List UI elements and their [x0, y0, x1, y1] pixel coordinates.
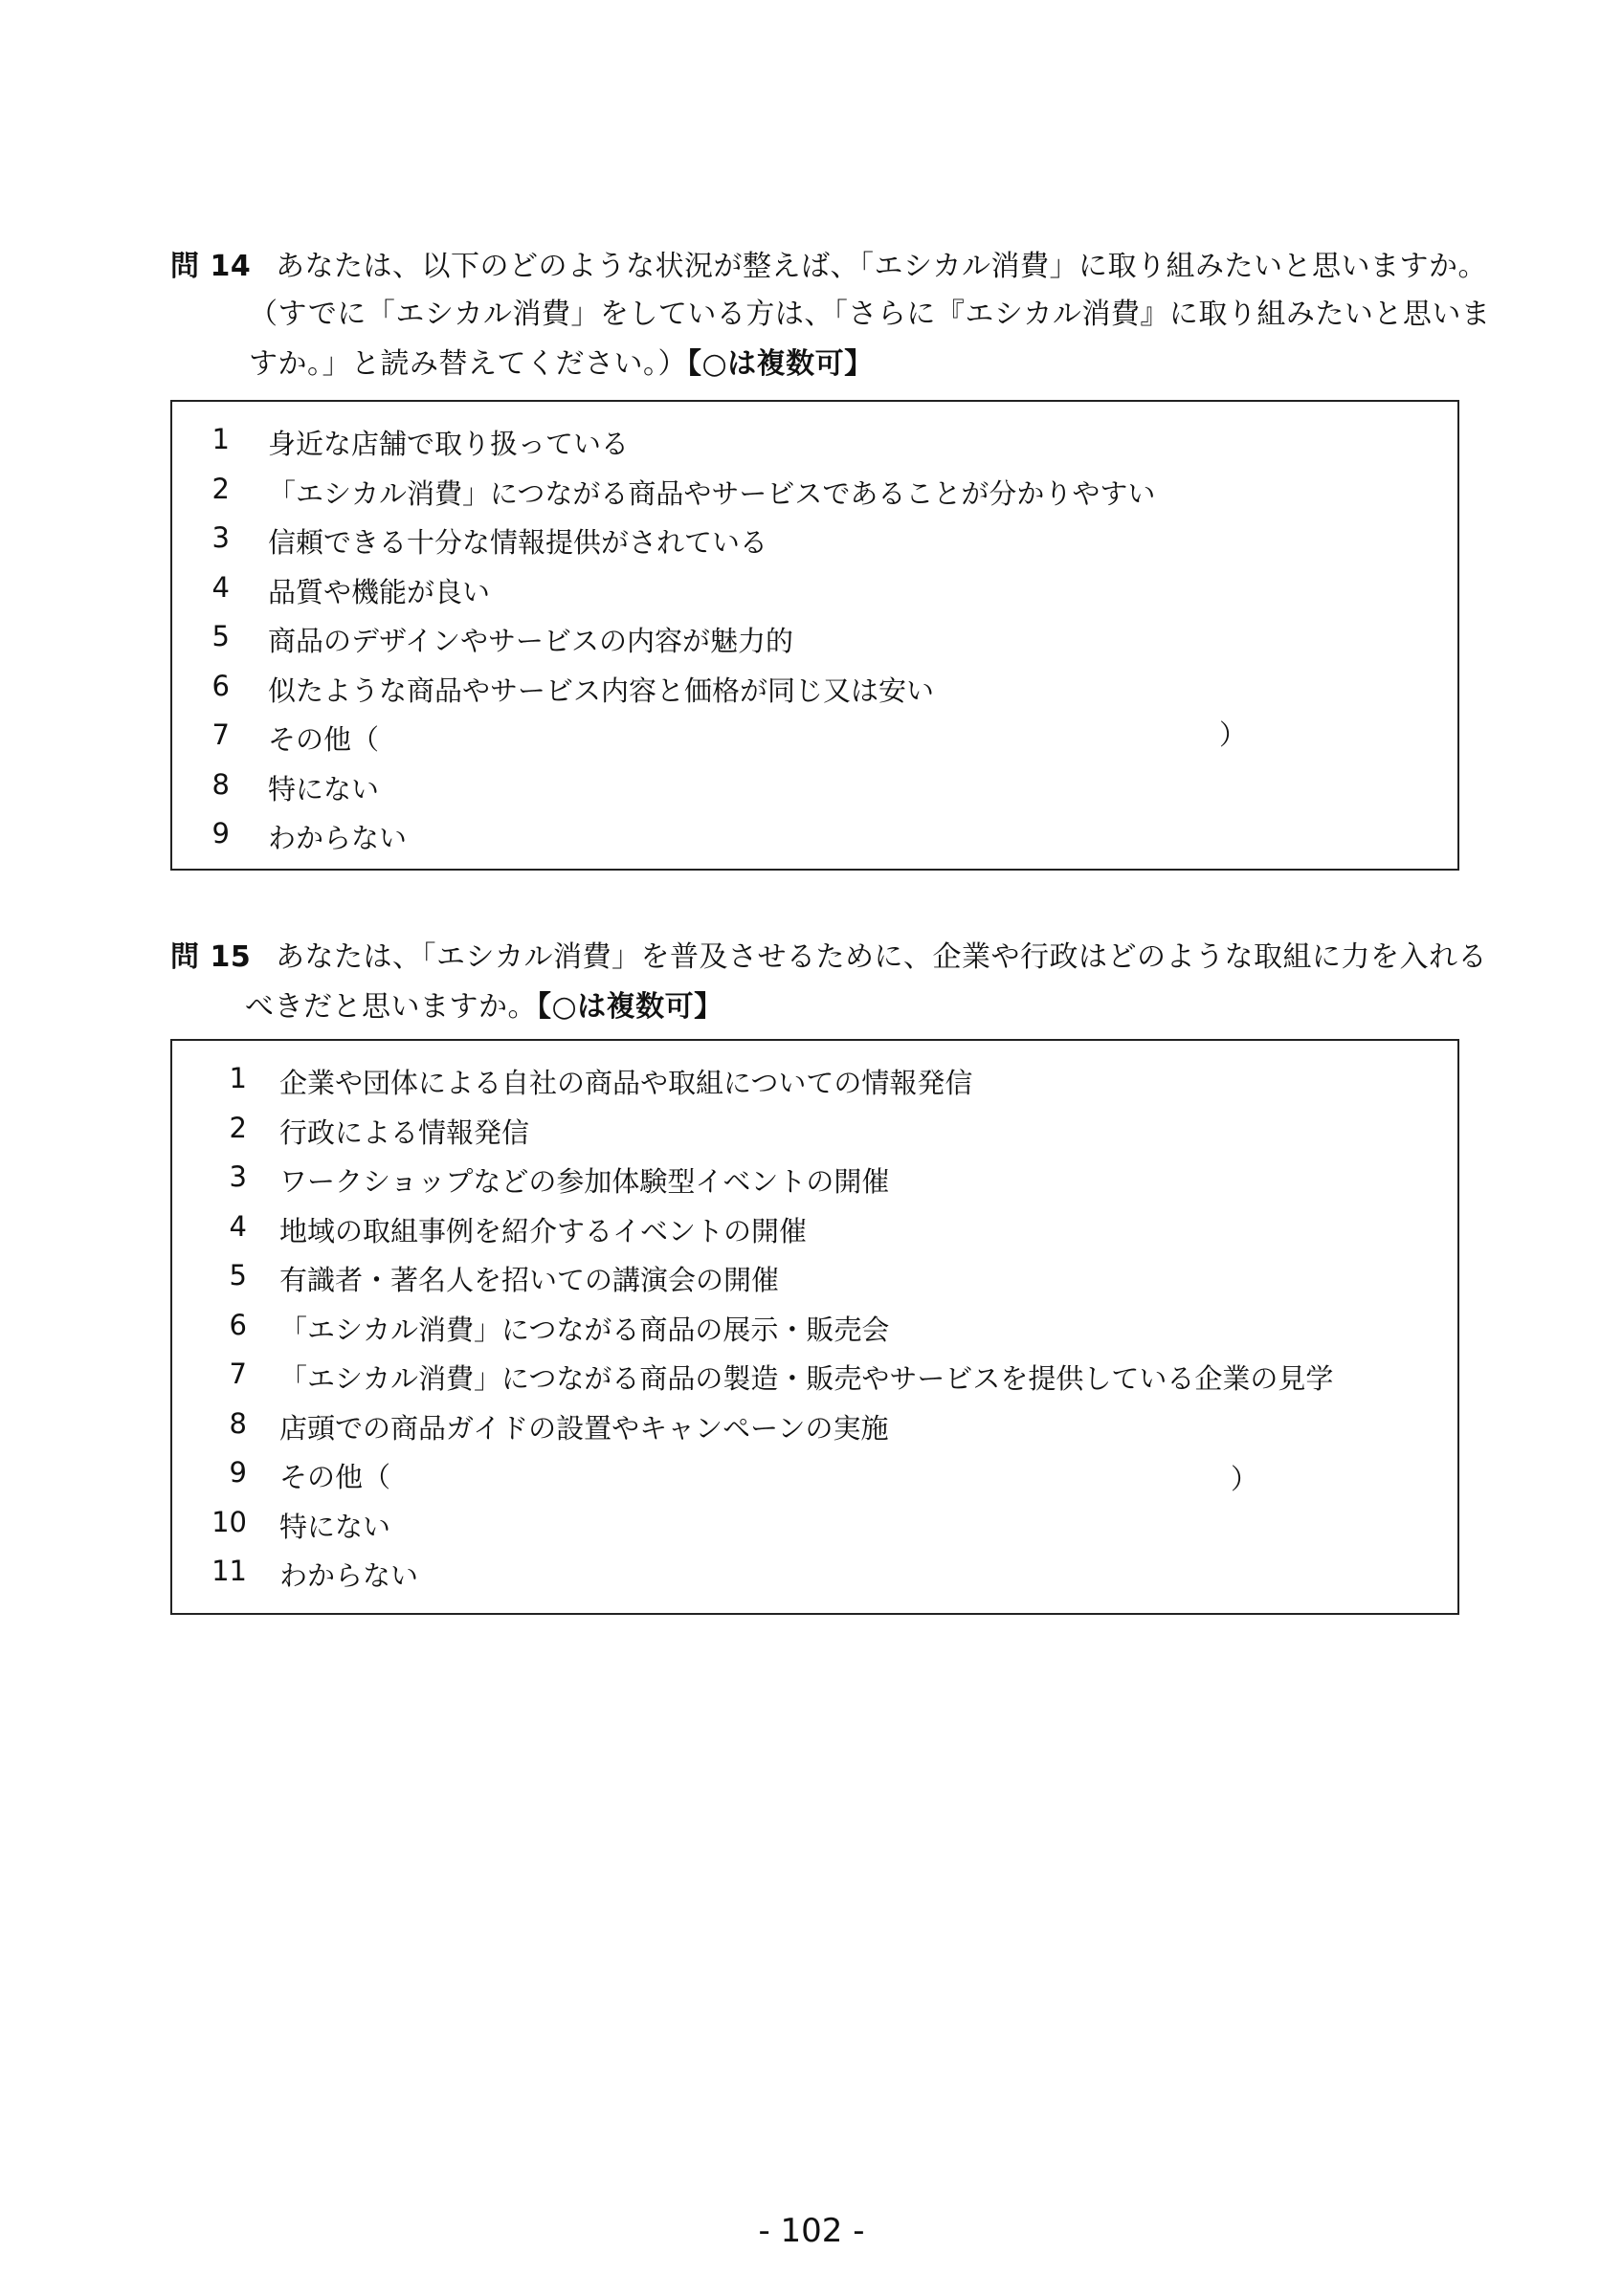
option-number: 5: [211, 620, 230, 652]
option-text: その他（: [268, 723, 380, 756]
option-text: 店頭での商品ガイドの設置やキャンペーンの実施: [279, 1411, 889, 1445]
option-text: わからない: [279, 1559, 419, 1592]
q14-other-close-paren: ）: [1219, 718, 1248, 751]
option-number: 10: [211, 1505, 247, 1538]
q14-question-line3: すか。」と読み替えてください。）: [249, 347, 687, 381]
option-number: 9: [211, 817, 230, 850]
option-text: 「エシカル消費」につながる商品やサービスであることが分かりやすい: [268, 476, 1156, 510]
page-number: - 102 -: [758, 2212, 865, 2250]
option-number: 2: [211, 472, 230, 505]
q14-options-box: [170, 400, 1459, 871]
option-text: 特にない: [279, 1510, 391, 1543]
q14-question-line2: （すでに「エシカル消費」をしている方は、「さらに『エシカル消費』に取り組みたいと思いま: [249, 298, 1491, 331]
q15-line1-row: [170, 940, 1487, 974]
option-text: 有識者・著名人を招いての講演会の開催: [279, 1264, 780, 1296]
option-number: 7: [211, 718, 230, 751]
option-number: 2: [229, 1111, 247, 1144]
option-number: 1: [229, 1062, 247, 1094]
option-text: 「エシカル消費」につながる商品の展示・販売会: [279, 1313, 890, 1346]
option-number: 11: [211, 1555, 247, 1587]
option-text: 特にない: [268, 772, 380, 806]
option-number: 4: [211, 570, 230, 604]
option-text: 品質や機能が良い: [268, 575, 491, 608]
q14-question-line1: あなたは、以下のどのような状況が整えば、「エシカル消費」に取り組みたいと思いますか。: [276, 250, 1487, 283]
option-text: 行政による情報発信: [279, 1115, 530, 1149]
option-text: 身近な店舗で取り扱っている: [268, 428, 630, 460]
option-text: 似たような商品やサービス内容と価格が同じ又は安い: [268, 673, 935, 707]
q15-question-line2: べきだと思いますか。: [245, 990, 537, 1024]
option-number: 8: [211, 767, 230, 801]
q15-line2-row: [245, 990, 723, 1024]
option-text: その他（: [279, 1461, 391, 1493]
option-number: 9: [229, 1456, 247, 1489]
q14-label: 問 14: [170, 250, 252, 283]
q15-other-close-paren: ）: [1231, 1463, 1259, 1495]
option-text: 商品のデザインやサービスの内容が魅力的: [268, 625, 793, 657]
option-number: 4: [229, 1209, 247, 1243]
q15-note: 【○は複数可】: [537, 990, 723, 1024]
option-text: 「エシカル消費」につながる商品の製造・販売やサービスを提供している企業の見学: [279, 1362, 1334, 1395]
q14-line3-row: [249, 347, 874, 381]
q15-label: 問 15: [170, 940, 252, 974]
option-text: ワークショップなどの参加体験型イベントの開催: [279, 1165, 890, 1198]
option-number: 6: [229, 1308, 247, 1341]
q15-question-line1: あなたは、「エシカル消費」を普及させるために、企業や行政はどのような取組に力を入れる: [276, 940, 1487, 974]
option-number: 3: [211, 521, 230, 554]
option-text: 地域の取組事例を紹介するイベントの開催: [279, 1214, 808, 1247]
option-number: 3: [229, 1160, 247, 1193]
option-number: 1: [211, 423, 230, 455]
q14-note: 【○は複数可】: [687, 347, 874, 381]
option-number: 5: [229, 1259, 247, 1292]
option-text: 信頼できる十分な情報提供がされている: [268, 526, 768, 559]
q15-options-box: [170, 1039, 1459, 1615]
q14-line1-row: [170, 250, 1487, 283]
option-number: 8: [229, 1406, 247, 1440]
option-number: 7: [229, 1358, 247, 1390]
option-text: わからない: [268, 822, 408, 854]
option-number: 6: [211, 669, 230, 702]
option-text: 企業や団体による自社の商品や取組についての情報発信: [279, 1067, 973, 1099]
